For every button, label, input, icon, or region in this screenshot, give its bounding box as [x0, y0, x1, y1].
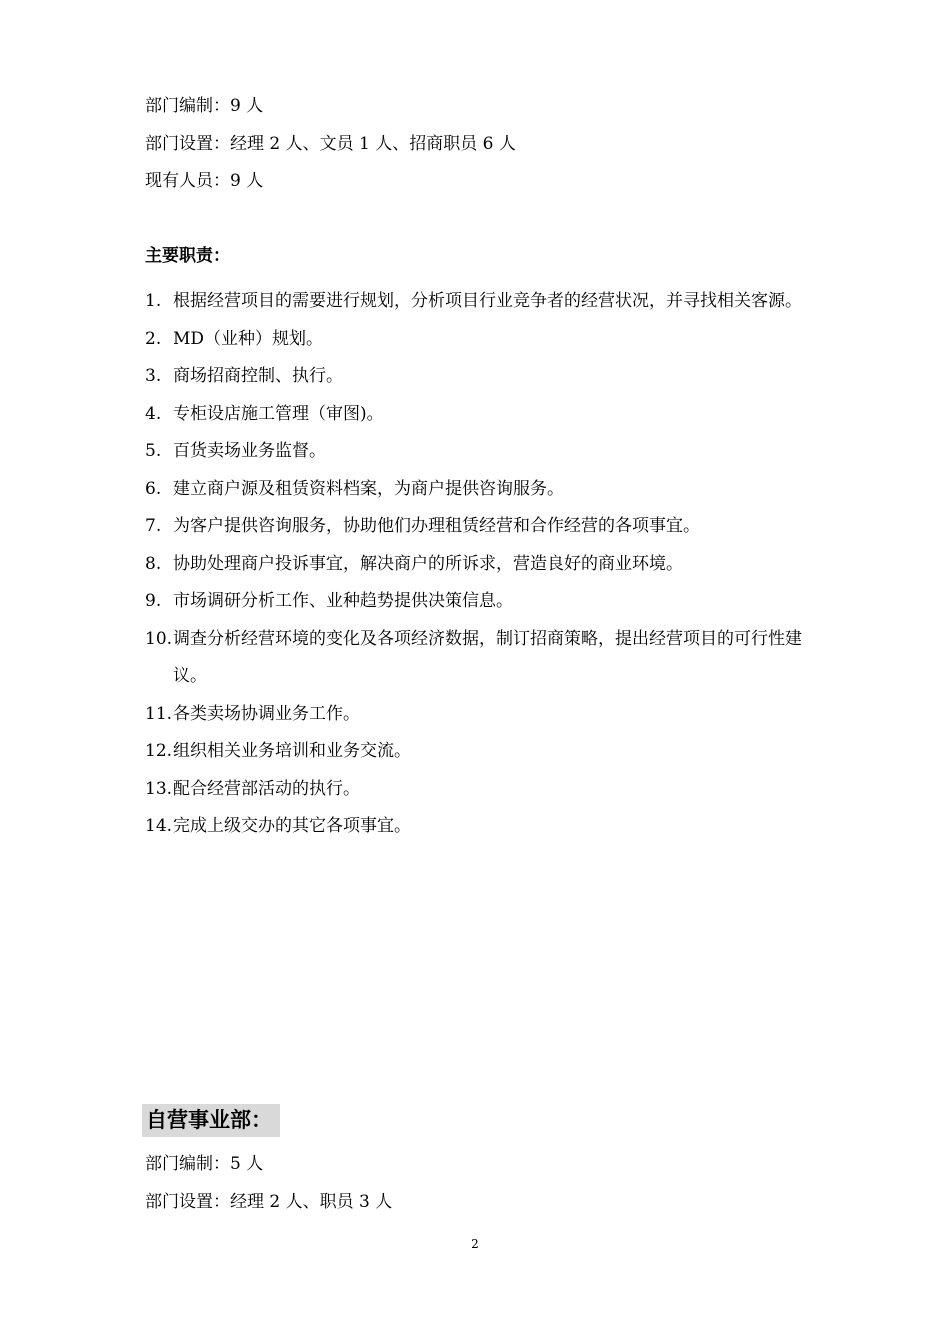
list-item	[145, 433, 825, 471]
list-item-number: 11.	[145, 703, 173, 724]
duties-heading: 主要职责：	[145, 246, 230, 266]
list-item-number: 13.	[145, 778, 173, 799]
list-item-text: MD（业种）规划。	[173, 328, 324, 349]
list-item-text: 市场调研分析工作、业种趋势提供决策信息。	[173, 591, 513, 611]
list-item-number: 2.	[145, 328, 162, 349]
current-staff: 现有人员：9 人	[145, 171, 264, 191]
staffing-quota: 部门编制：9 人	[145, 96, 264, 116]
list-item-text: 完成上级交办的其它各项事宜。	[173, 816, 411, 836]
list-item	[145, 358, 825, 396]
list-item-number: 8.	[145, 553, 162, 574]
list-item-text: 商场招商控制、执行。	[173, 366, 343, 386]
list-item	[145, 696, 825, 734]
list-item	[145, 283, 825, 321]
list-item	[145, 546, 825, 584]
list-item-number: 5.	[145, 441, 162, 461]
list-item	[145, 771, 825, 809]
list-item-number: 9.	[145, 591, 162, 611]
list-item-text: 为客户提供咨询服务，协助他们办理租赁经营和合作经营的各项事宜。	[173, 516, 700, 536]
list-item	[145, 808, 825, 846]
list-item-number: 14.	[145, 816, 173, 836]
list-item-text: 各类卖场协调业务工作。	[173, 703, 360, 724]
staffing-quota-b: 部门编制：5 人	[145, 1154, 264, 1174]
list-item-text: 专柜设店施工管理（审图)。	[173, 403, 384, 424]
list-item-text: 配合经营部活动的执行。	[173, 778, 360, 799]
list-item-number: 6.	[145, 478, 162, 499]
staffing-setup: 部门设置：经理 2 人、文员 1 人、招商职员 6 人	[145, 134, 516, 154]
list-item-text: 百货卖场业务监督。	[173, 441, 326, 461]
staffing-setup-b: 部门设置：经理 2 人、职员 3 人	[145, 1192, 393, 1212]
page-number: 2	[471, 1237, 479, 1251]
list-item	[145, 733, 825, 771]
list-item-number: 1.	[145, 291, 162, 311]
list-item-number: 10.	[145, 628, 173, 649]
list-item-text: 根据经营项目的需要进行规划，分析项目行业竞争者的经营状况，并寻找相关客源。	[173, 291, 802, 311]
section-title: 自营事业部：	[142, 1104, 280, 1137]
duties-list	[145, 283, 825, 846]
list-item-text: 协助处理商户投诉事宜，解决商户的所诉求，营造良好的商业环境。	[173, 553, 683, 574]
list-item	[145, 508, 825, 546]
list-item-text: 组织相关业务培训和业务交流。	[173, 741, 411, 761]
list-item-number: 4.	[145, 403, 162, 424]
list-item-text: 调查分析经营环境的变化及各项经济数据，制订招商策略，提出经营项目的可行性建议。	[173, 628, 802, 686]
list-item-number: 3.	[145, 366, 162, 386]
list-item-number: 7.	[145, 516, 162, 536]
list-item	[145, 321, 825, 359]
list-item	[145, 621, 825, 696]
list-item-text: 建立商户源及租赁资料档案，为商户提供咨询服务。	[173, 478, 564, 499]
list-item-number: 12.	[145, 741, 173, 761]
list-item	[145, 396, 825, 434]
list-item	[145, 471, 825, 509]
list-item	[145, 583, 825, 621]
